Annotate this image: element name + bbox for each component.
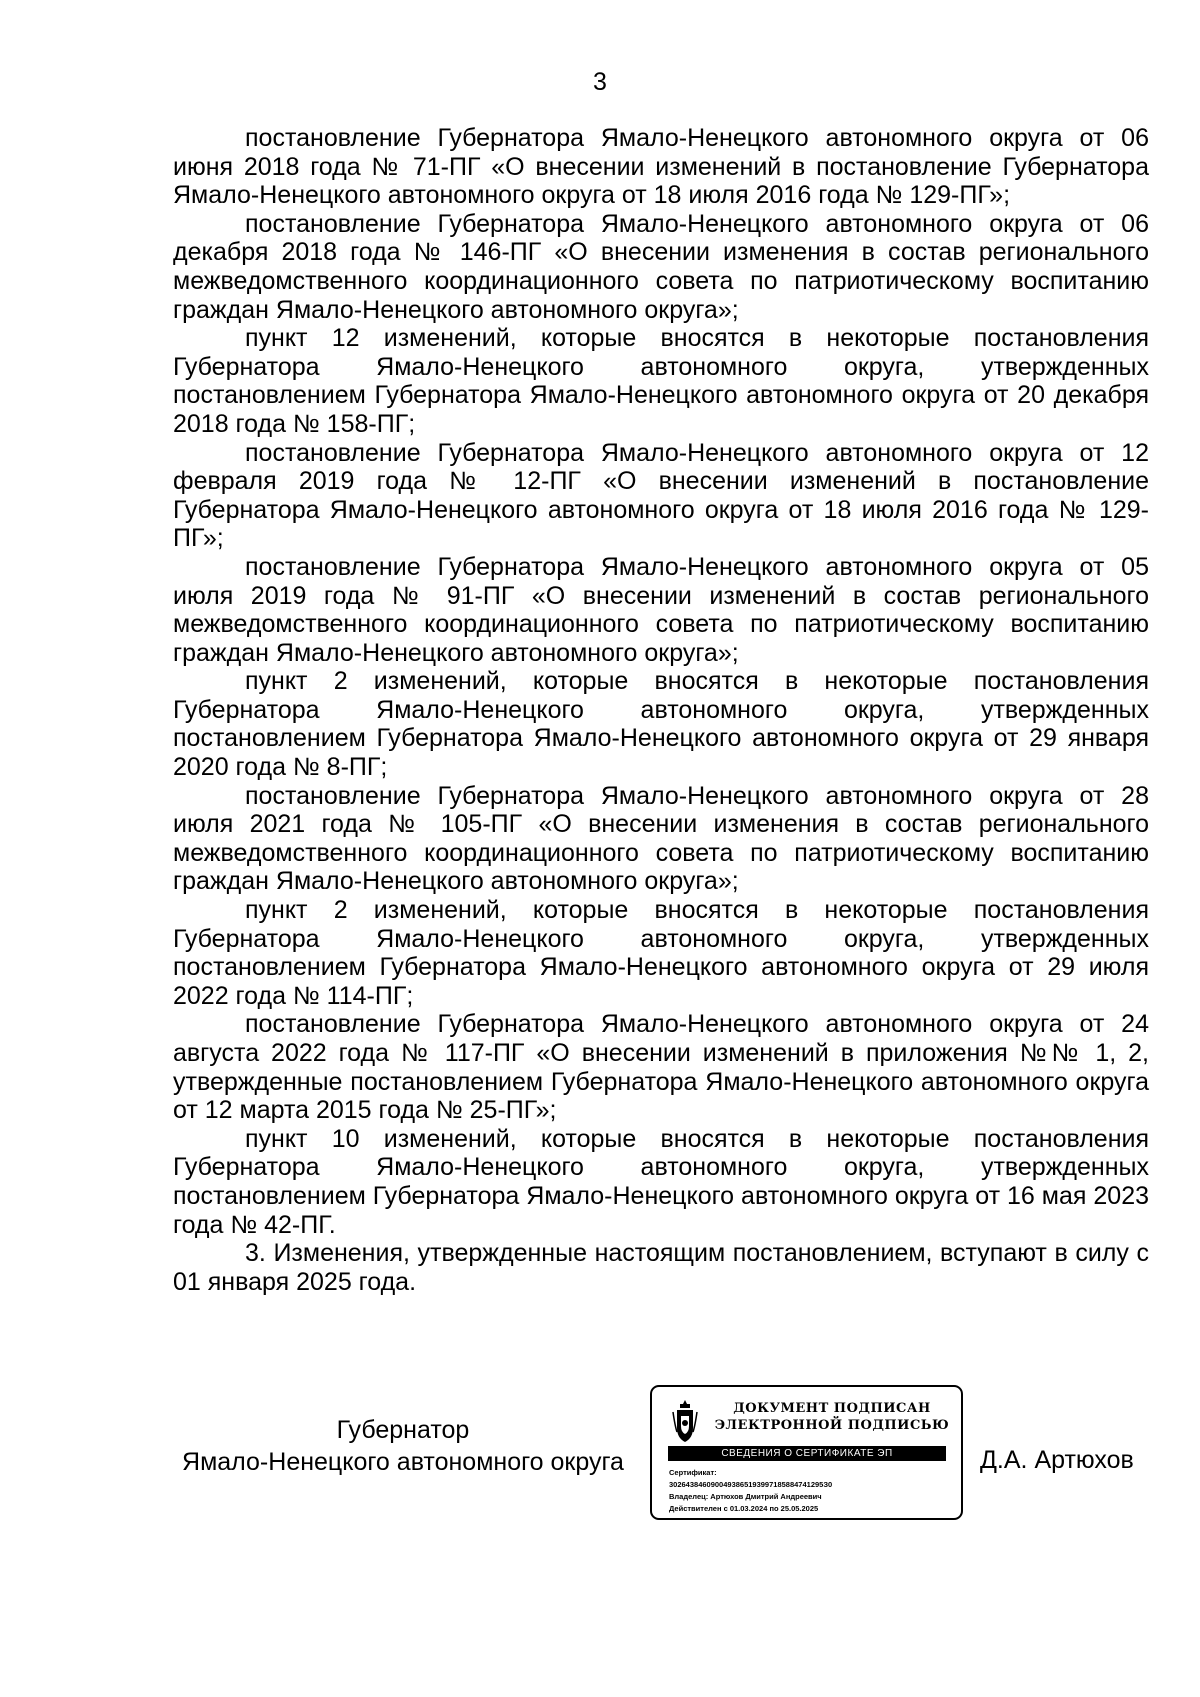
signatory-title-line: Губернатор	[336, 1416, 470, 1444]
paragraph: пункт 10 изменений, которые вносятся в некоторые постановления Губернатора Ямало-Ненецкого автономного округа, утвержденных постановлением Губернатора Ямало-Ненецкого автономного округа от 16 мая 2023 года № 42-ПГ.	[173, 1124, 1149, 1239]
paragraph: пункт 2 изменений, которые вносятся в некоторые постановления Губернатора Ямало-Ненецкого автономного округа, утвержденных постановлением Губернатора Ямало-Ненецкого автономного округа от 29 января 2020 года № 8-ПГ;	[173, 667, 1149, 782]
signatory-name: Д.А. Артюхов	[980, 1446, 1134, 1474]
signatory-title	[173, 1414, 633, 1478]
paragraph: пункт 12 изменений, которые вносятся в некоторые постановления Губернатора Ямало-Ненецкого автономного округа, утвержденных постановлением Губернатора Ямало-Ненецкого автономного округа от 20 декабря 2018 года № 158-ПГ;	[173, 324, 1149, 438]
paragraph: постановление Губернатора Ямало-Ненецкого автономного округа от 06 июня 2018 года № 71-ПГ «О внесении изменений в постановление Губернатора Ямало-Ненецкого автономного округа от 18 июля 2016 года № 129-ПГ»;	[173, 124, 1149, 210]
paragraph: пункт 2 изменений, которые вносятся в некоторые постановления Губернатора Ямало-Ненецкого автономного округа, утвержденных постановлением Губернатора Ямало-Ненецкого автономного округа от 29 июля 2022 года № 114-ПГ;	[173, 896, 1149, 1010]
certificate-validity: Действителен с 01.03.2024 по 25.05.2025	[669, 1504, 819, 1513]
electronic-signature-stamp	[650, 1385, 963, 1520]
stamp-title	[714, 1400, 950, 1434]
paragraph: постановление Губернатора Ямало-Ненецкого автономного округа от 05 июля 2019 года № 91-ПГ «О внесении изменений в состав регионального межведомственного координационного совета по патриотическому воспитанию граждан Ямало-Ненецкого автономного округа»;	[173, 552, 1149, 667]
paragraph: постановление Губернатора Ямало-Ненецкого автономного округа от 24 августа 2022 года № 117-ПГ «О внесении изменений в приложения №№ 1, 2, утвержденные постановлением Губернатора Ямало-Ненецкого автономного округа от 12 марта 2015 года № 25-ПГ»;	[173, 1010, 1149, 1125]
signatory-title-line: Ямало-Ненецкого автономного округа	[182, 1448, 624, 1476]
certificate-owner: Владелец: Артюхов Дмитрий Андреевич	[669, 1492, 822, 1501]
document-body	[173, 124, 1149, 1296]
stamp-title-line: ДОКУМЕНТ ПОДПИСАН	[733, 1401, 931, 1416]
stamp-title-line: ЭЛЕКТРОННОЙ ПОДПИСЬЮ	[714, 1418, 950, 1433]
coat-of-arms-icon	[672, 1398, 698, 1446]
certificate-label: Сертификат:	[669, 1468, 717, 1477]
certificate-info-bar: СВЕДЕНИЯ О СЕРТИФИКАТЕ ЭП	[668, 1446, 946, 1461]
page-number: 3	[593, 68, 607, 96]
certificate-details	[669, 1467, 832, 1515]
paragraph: постановление Губернатора Ямало-Ненецкого автономного округа от 12 февраля 2019 года № 12-ПГ «О внесении изменений в постановление Губернатора Ямало-Ненецкого автономного округа от 18 июля 2016 года № 129-ПГ»;	[173, 438, 1149, 553]
paragraph: постановление Губернатора Ямало-Ненецкого автономного округа от 06 декабря 2018 года № 146-ПГ «О внесении изменения в состав регионального межведомственного координационного совета по патриотическому воспитанию граждан Ямало-Ненецкого автономного округа»;	[173, 209, 1149, 324]
paragraph: постановление Губернатора Ямало-Ненецкого автономного округа от 28 июля 2021 года № 105-ПГ «О внесении изменения в состав регионального межведомственного координационного совета по патриотическому воспитанию граждан Ямало-Ненецкого автономного округа»;	[173, 781, 1149, 896]
certificate-number: 3026438460900493865193997185884741295З0	[669, 1480, 833, 1489]
paragraph: 3. Изменения, утвержденные настоящим постановлением, вступают в силу с 01 января 2025 года.	[173, 1239, 1149, 1296]
